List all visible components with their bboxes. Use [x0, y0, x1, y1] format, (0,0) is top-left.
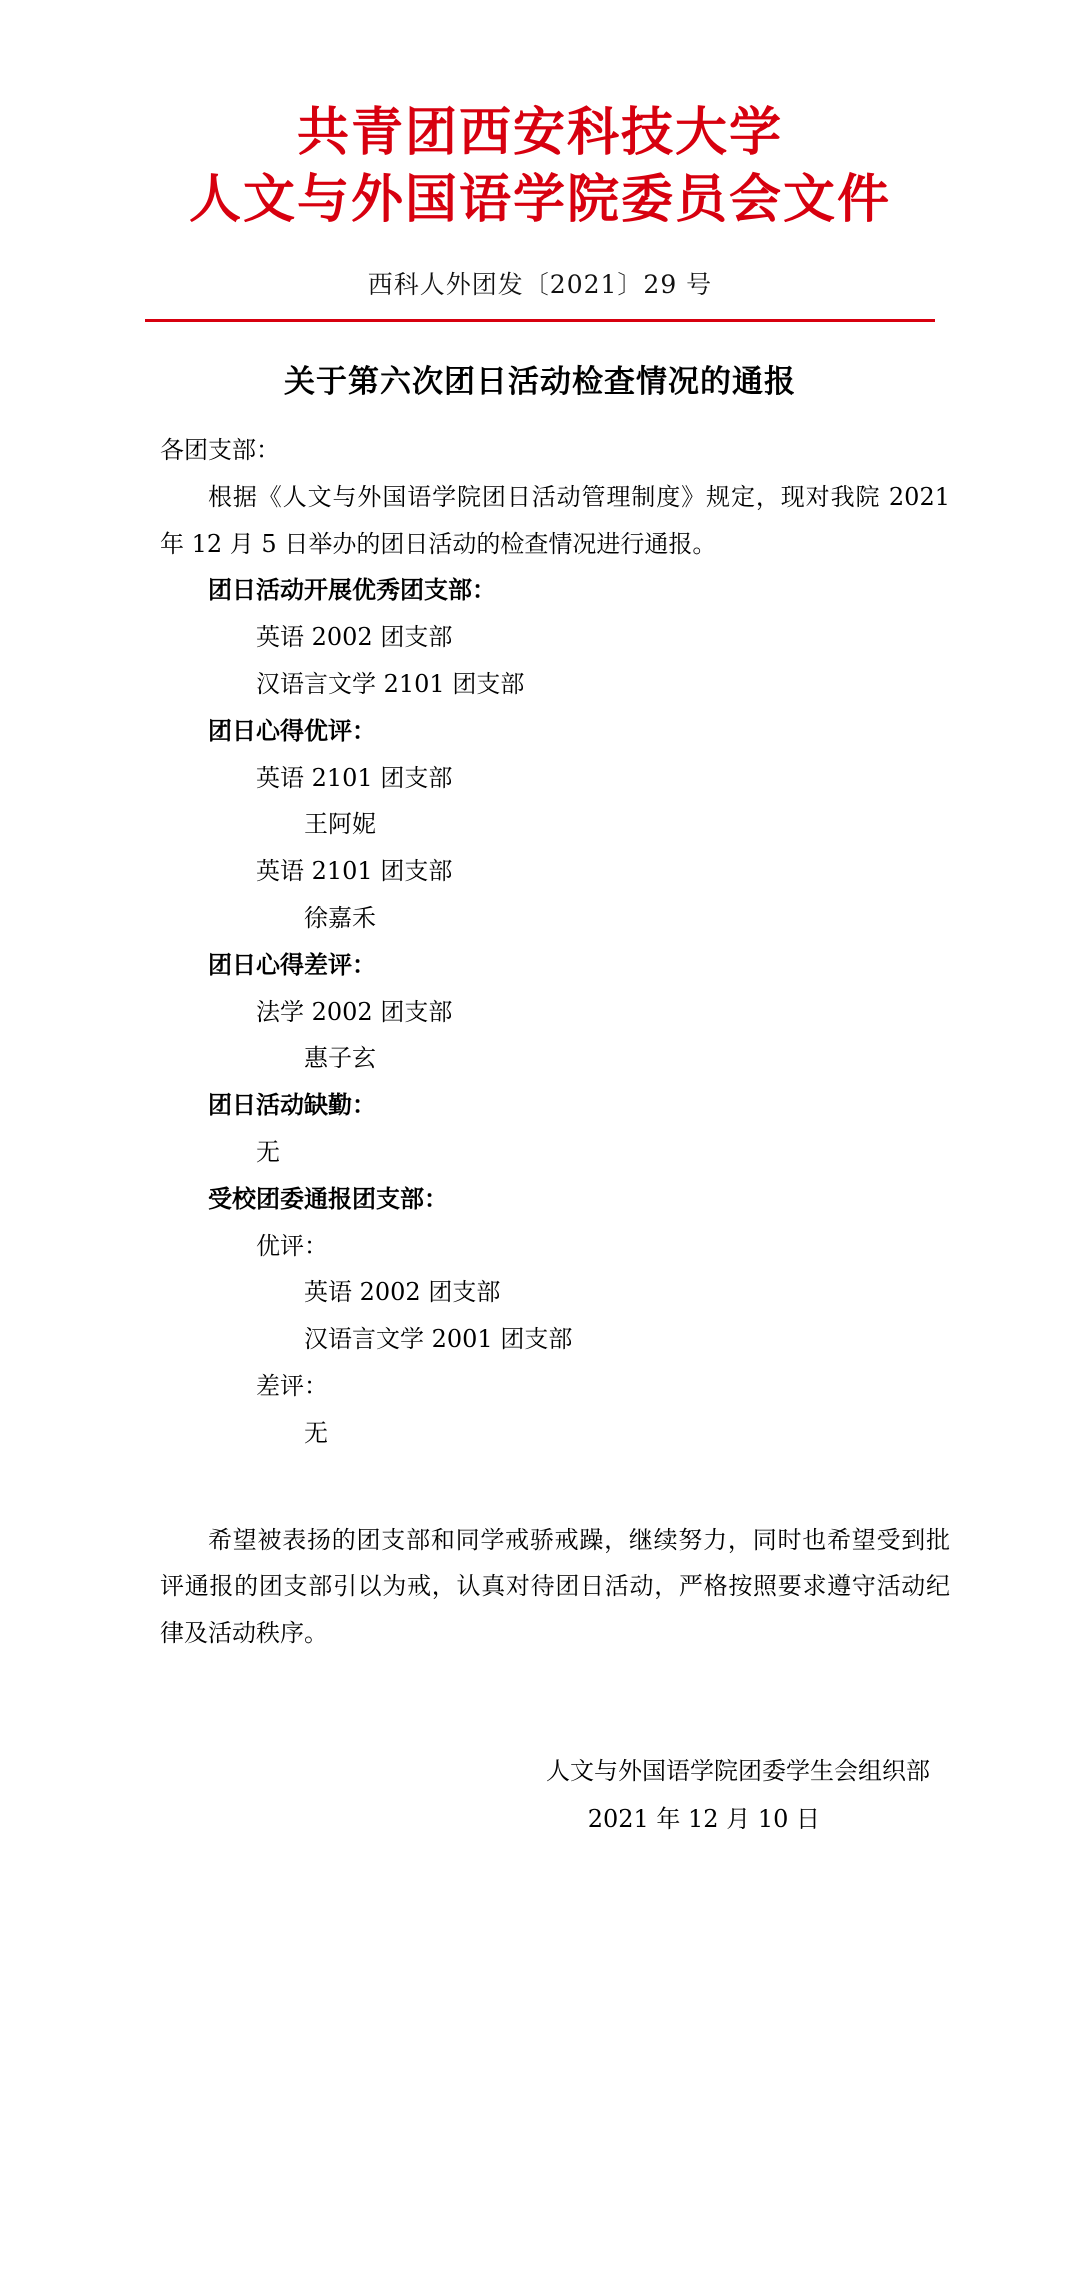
closing-paragraph: 希望被表扬的团支部和同学戒骄戒躁，继续努力，同时也希望受到批评通报的团支部引以为戒，认真对待团日活动，严格按照要求遵守活动纪律及活动秩序。	[160, 1525, 950, 1648]
document-number: 西科人外团发〔2021〕29 号	[367, 270, 713, 300]
document-header	[60, 100, 1020, 233]
red-divider-rule	[145, 319, 935, 322]
section-heading: 受校团委通报团支部：	[208, 1183, 448, 1213]
list-item: 英语 2101 团支部	[256, 857, 453, 886]
document-subject-title: 关于第六次团日活动检查情况的通报	[284, 364, 796, 401]
list-item: 英语 2101 团支部	[256, 763, 453, 792]
section-heading: 团日活动缺勤：	[208, 1090, 376, 1120]
list-item: 惠子玄	[304, 1044, 376, 1073]
section-heading: 团日心得差评：	[208, 949, 376, 979]
signature-organization: 人文与外国语学院团委学生会组织部	[546, 1757, 930, 1786]
list-item: 徐嘉禾	[304, 904, 376, 933]
document-body	[60, 427, 1020, 1657]
document-title-line-2: 人文与外国语学院委员会文件	[188, 168, 891, 230]
list-item: 法学 2002 团支部	[256, 997, 453, 1026]
signature-date: 2021 年 12 月 10 日	[587, 1805, 820, 1834]
list-item: 优评：	[256, 1231, 328, 1260]
document-title-line-1: 共青团西安科技大学	[296, 102, 783, 163]
section-heading: 团日活动开展优秀团支部：	[208, 575, 496, 605]
section-heading: 团日心得优评：	[208, 715, 376, 745]
list-item: 差评：	[256, 1372, 328, 1401]
list-item: 无	[256, 1138, 280, 1167]
intro-paragraph: 根据《人文与外国语学院团日活动管理制度》规定，现对我院 2021 年 12 月 5 日举办的团日活动的检查情况进行通报。	[160, 482, 950, 558]
signature-block	[60, 1747, 1020, 1843]
salutation: 各团支部：	[160, 436, 280, 465]
list-item: 无	[304, 1418, 328, 1447]
list-item: 汉语言文学 2001 团支部	[304, 1325, 573, 1354]
list-item: 英语 2002 团支部	[304, 1278, 501, 1307]
list-item: 王阿妮	[304, 810, 376, 839]
list-item: 汉语言文学 2101 团支部	[256, 670, 525, 699]
list-item: 英语 2002 团支部	[256, 623, 453, 652]
